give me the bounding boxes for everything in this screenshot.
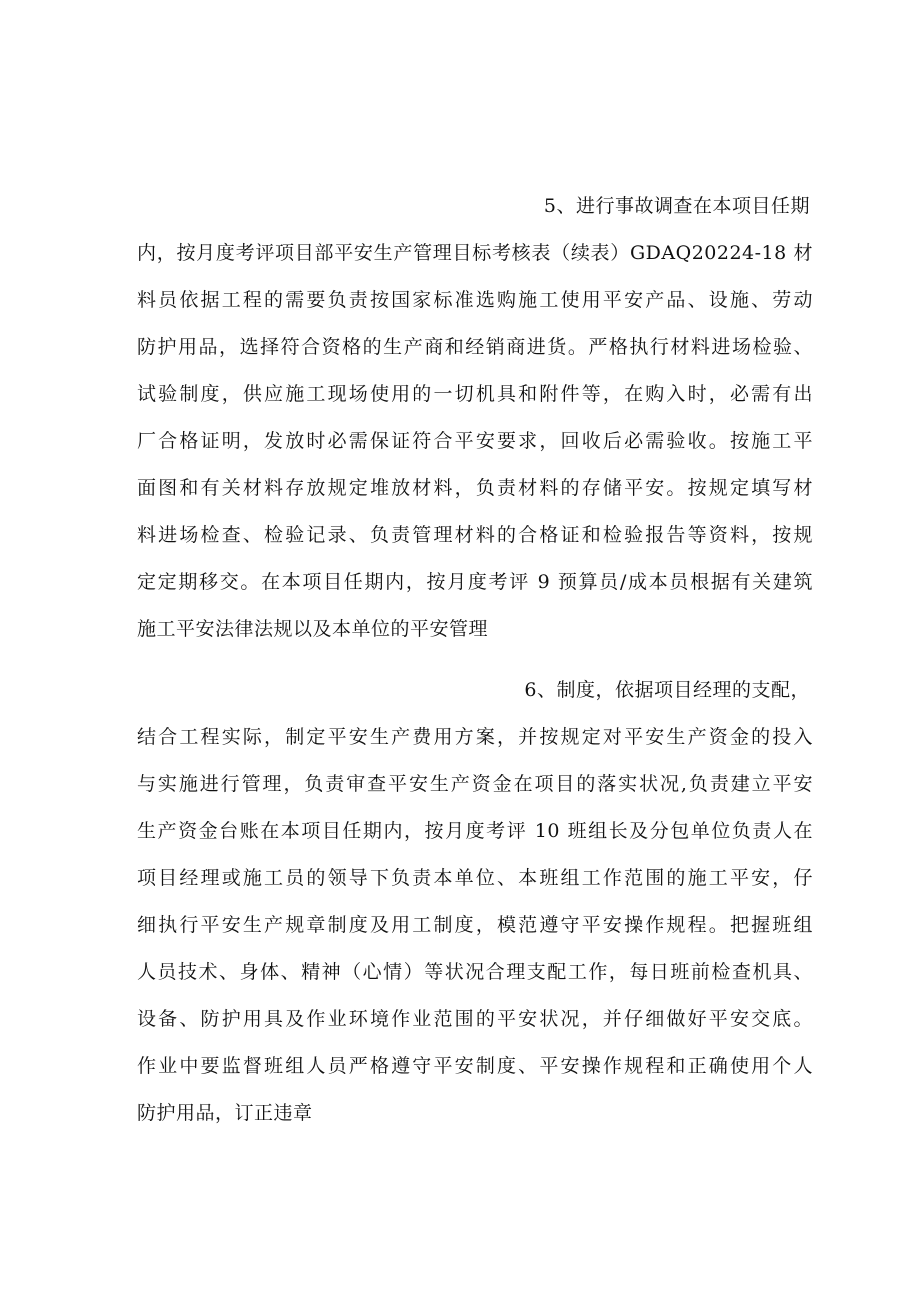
body-line: 防护用品，选择符合资格的生产商和经销商进货。严格执行材料进场检验、 <box>137 336 813 358</box>
body-line: 料进场检查、检验记录、负责管理材料的合格证和检验报告等资料，按规 <box>137 524 813 546</box>
body-line: 生产资金台账在本项目任期内，按月度考评 10 班组长及分包单位负责人在 <box>137 820 813 842</box>
body-line: 结合工程实际，制定平安生产费用方案，并按规定对平安生产资金的投入 <box>137 726 813 748</box>
body-line: 面图和有关材料存放规定堆放材料，负责材料的存储平安。按规定填写材 <box>137 477 813 499</box>
body-line: 人员技术、身体、精神（心情）等状况合理支配工作，每日班前检查机具、 <box>137 961 813 983</box>
section-6 <box>137 667 813 1137</box>
body-line: 料员依据工程的需要负责按国家标准选购施工使用平安产品、设施、劳动 <box>137 289 813 311</box>
section-heading-line: 6、制度，依据项目经理的支配， <box>524 679 810 701</box>
body-line: 作业中要监督班组人员严格遵守平安制度、平安操作规程和正确使用个人 <box>137 1055 813 1077</box>
body-line: 防护用品，订正违章 <box>137 1102 313 1124</box>
body-line: 内，按月度考评项目部平安生产管理目标考核表（续表）GDAQ20224-18 材 <box>137 242 813 264</box>
body-line: 定定期移交。在本项目任期内，按月度考评 9 预算员/成本员根据有关建筑 <box>137 571 813 593</box>
body-line: 厂合格证明，发放时必需保证符合平安要求，回收后必需验收。按施工平 <box>137 430 813 452</box>
body-line: 项目经理或施工员的领导下负责本单位、本班组工作范围的施工平安，仔 <box>137 867 813 889</box>
body-line: 试验制度，供应施工现场使用的一切机具和附件等，在购入时，必需有出 <box>137 383 813 405</box>
section-5 <box>137 183 813 653</box>
body-line: 与实施进行管理，负责审查平安生产资金在项目的落实状况,负责建立平安 <box>137 773 813 795</box>
body-line: 细执行平安生产规章制度及用工制度，模范遵守平安操作规程。把握班组 <box>137 914 813 936</box>
body-line: 施工平安法律法规以及本单位的平安管理 <box>137 618 489 640</box>
section-heading-line: 5、进行事故调查在本项目任期 <box>543 195 810 217</box>
body-line: 设备、防护用具及作业环境作业范围的平安状况，并仔细做好平安交底。 <box>137 1008 813 1030</box>
